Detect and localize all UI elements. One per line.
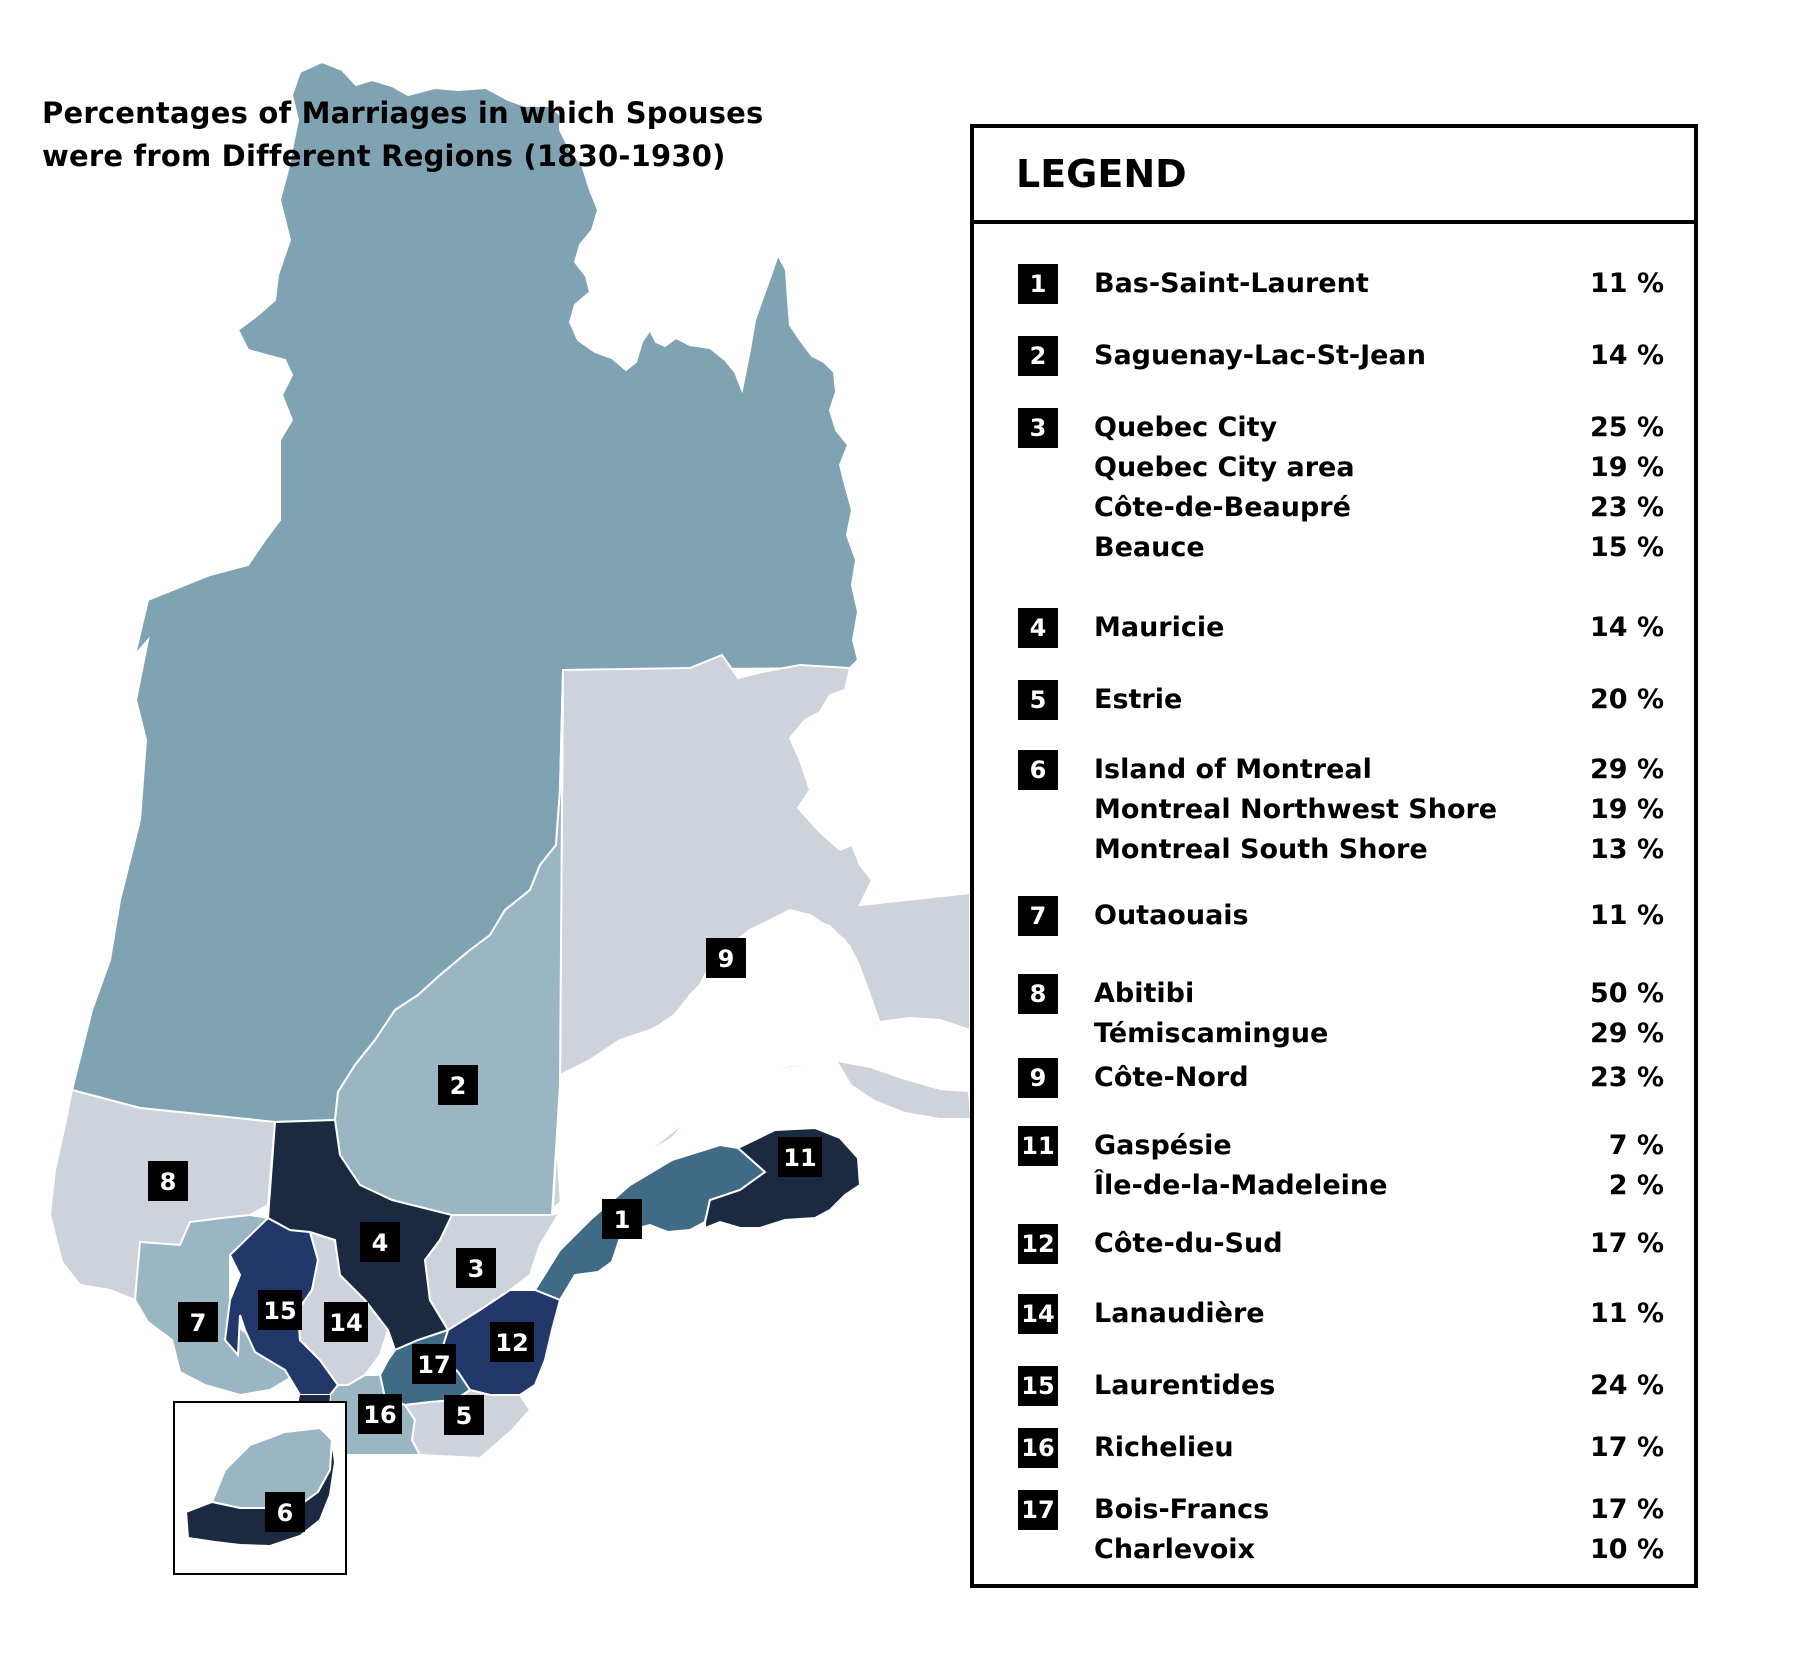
map-label-text: 17: [417, 1351, 451, 1379]
map-region-label-6: [265, 1492, 305, 1532]
legend-region-percent: 24 %: [1589, 1370, 1664, 1401]
legend-region-name: Côte-Nord: [1094, 1062, 1249, 1093]
map-label-text: 9: [717, 945, 735, 973]
legend-region-name: Abitibi: [1094, 978, 1195, 1009]
legend-region-name: Lanaudière: [1094, 1298, 1265, 1329]
map-region-label-2: [438, 1065, 478, 1105]
legend-number-badge: 2: [1018, 336, 1058, 376]
legend-region-percent: 29 %: [1589, 754, 1664, 785]
legend-region-percent: 17 %: [1589, 1432, 1664, 1463]
map-region-label-9: [706, 938, 746, 978]
island-anticosti: [838, 1062, 970, 1118]
map-region-label-1: [602, 1199, 642, 1239]
map-label-text: 7: [189, 1309, 207, 1337]
map-title-line2: were from Different Regions (1830-1930): [42, 139, 726, 173]
map-label-text: 12: [495, 1329, 529, 1357]
map-region-label-14: [324, 1302, 368, 1342]
legend-region-percent: 29 %: [1589, 1018, 1664, 1049]
legend-number-badge: 11: [1018, 1126, 1058, 1166]
legend-region-percent: 17 %: [1589, 1494, 1664, 1525]
map-title: [42, 92, 782, 178]
map-label-text: 4: [371, 1229, 389, 1257]
legend-region-name: Charlevoix: [1094, 1534, 1255, 1565]
legend-region-name: Estrie: [1094, 684, 1183, 715]
legend-region-name: Montreal Northwest Shore: [1094, 794, 1498, 825]
legend-region-name: Quebec City area: [1094, 452, 1355, 483]
legend-region-name: Témiscamingue: [1094, 1018, 1329, 1049]
legend-region-name: Bois-Francs: [1094, 1494, 1270, 1525]
legend-region-name: Bas-Saint-Laurent: [1094, 268, 1369, 299]
legend-number-badge: 17: [1018, 1490, 1058, 1530]
map-label-text: 1: [613, 1206, 631, 1234]
legend-region-name: Island of Montreal: [1094, 754, 1372, 785]
legend-region-name: Montreal South Shore: [1094, 834, 1428, 865]
legend-region-percent: 11 %: [1589, 268, 1664, 299]
legend-region-name: Côte-de-Beaupré: [1094, 492, 1351, 523]
legend-number-badge: 3: [1018, 408, 1058, 448]
map-region-label-16: [358, 1394, 402, 1434]
legend-number-badge: 6: [1018, 750, 1058, 790]
legend-number-badge: 12: [1018, 1224, 1058, 1264]
legend-region-percent: 10 %: [1589, 1534, 1664, 1565]
map-region-label-17: [412, 1344, 456, 1384]
legend-region-percent: 7 %: [1608, 1130, 1664, 1161]
legend-region-name: Gaspésie: [1094, 1130, 1232, 1161]
map-label-text: 14: [329, 1309, 363, 1337]
legend-panel: [970, 124, 1698, 1588]
legend-region-name: Beauce: [1094, 532, 1205, 563]
map-title-line1: Percentages of Marriages in which Spouses: [42, 96, 764, 130]
map-region-label-3: [456, 1248, 496, 1288]
legend-region-percent: 19 %: [1589, 452, 1664, 483]
legend-number-badge: 14: [1018, 1294, 1058, 1334]
legend-region-percent: 15 %: [1589, 532, 1664, 563]
map-region-label-8: [148, 1161, 188, 1201]
legend-region-name: Mauricie: [1094, 612, 1225, 643]
map-label-text: 16: [363, 1401, 397, 1429]
map-region-label-5: [444, 1395, 484, 1435]
legend-region-name: Île-de-la-Madeleine: [1094, 1170, 1388, 1201]
legend-number-badge: 4: [1018, 608, 1058, 648]
legend-region-percent: 23 %: [1589, 492, 1664, 523]
map-label-text: 3: [467, 1255, 485, 1283]
map-region-label-4: [360, 1222, 400, 1262]
legend-number-badge: 1: [1018, 264, 1058, 304]
legend-region-name: Côte-du-Sud: [1094, 1228, 1283, 1259]
map-label-text: 5: [455, 1402, 473, 1430]
legend-region-percent: 23 %: [1589, 1062, 1664, 1093]
legend-region-percent: 50 %: [1589, 978, 1664, 1009]
legend-number-badge: 15: [1018, 1366, 1058, 1406]
legend-heading: LEGEND: [974, 128, 1694, 224]
legend-region-percent: 19 %: [1589, 794, 1664, 825]
legend-region-percent: 14 %: [1589, 340, 1664, 371]
legend-region-percent: 13 %: [1589, 834, 1664, 865]
legend-region-percent: 11 %: [1589, 900, 1664, 931]
map-label-text: 2: [449, 1072, 467, 1100]
map-region-label-15: [258, 1290, 302, 1330]
legend-region-name: Outaouais: [1094, 900, 1249, 931]
legend-region-name: Saguenay-Lac-St-Jean: [1094, 340, 1426, 371]
legend-region-percent: 2 %: [1608, 1170, 1664, 1201]
legend-region-name: Laurentides: [1094, 1370, 1276, 1401]
legend-region-percent: 25 %: [1589, 412, 1664, 443]
legend-number-badge: 9: [1018, 1058, 1058, 1098]
map-region-label-12: [490, 1322, 534, 1362]
legend-region-percent: 20 %: [1589, 684, 1664, 715]
map-label-text: 11: [783, 1144, 817, 1172]
legend-number-badge: 16: [1018, 1428, 1058, 1468]
legend-region-percent: 14 %: [1589, 612, 1664, 643]
legend-region-name: Quebec City: [1094, 412, 1278, 443]
legend-region-percent: 17 %: [1589, 1228, 1664, 1259]
legend-number-badge: 8: [1018, 974, 1058, 1014]
legend-region-percent: 11 %: [1589, 1298, 1664, 1329]
legend-number-badge: 5: [1018, 680, 1058, 720]
map-label-text: 15: [263, 1297, 297, 1325]
map-region-label-7: [178, 1302, 218, 1342]
map-label-text: 6: [276, 1499, 294, 1527]
map-region-label-11: [778, 1137, 822, 1177]
legend-number-badge: 7: [1018, 896, 1058, 936]
legend-region-name: Richelieu: [1094, 1432, 1234, 1463]
map-label-text: 8: [159, 1168, 177, 1196]
